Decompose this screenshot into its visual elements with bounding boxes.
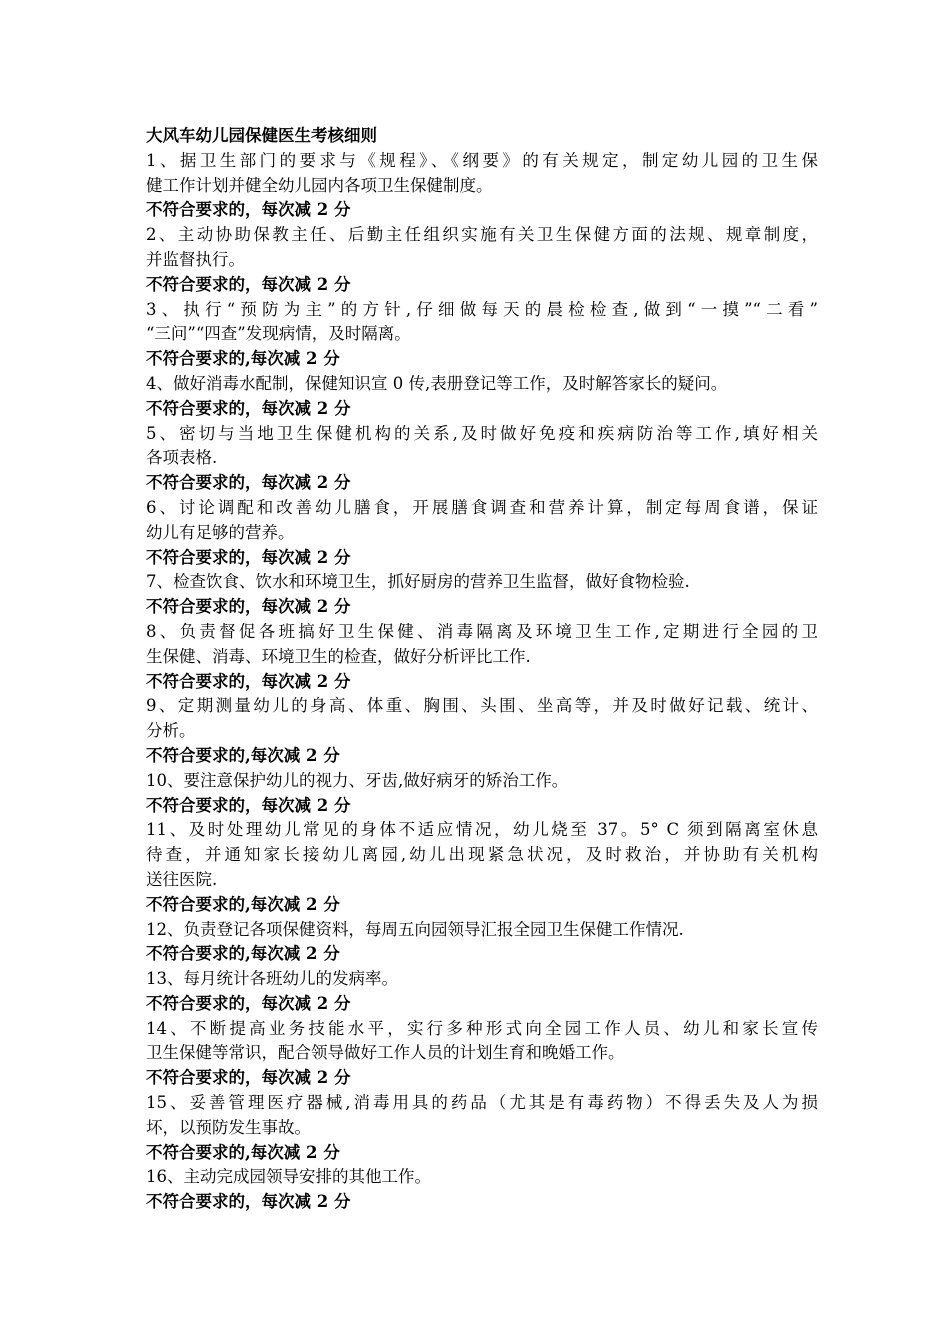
rule-item: [146, 1165, 818, 1215]
rule-item: [146, 620, 818, 694]
penalty-line: 不符合要求的,每次减 2 分: [146, 944, 340, 964]
penalty-line: 不符合要求的,每次减 2 分: [146, 349, 340, 369]
penalty-line: 不符合要求的，每次减 2 分: [146, 671, 351, 691]
rule-list: [146, 149, 818, 1215]
penalty-line: 不符合要求的,每次减 2 分: [146, 1142, 340, 1162]
rule-text-line: 12、负责登记各项保健资料，每周五向园领导汇报全园卫生保健工作情况.: [146, 919, 684, 939]
penalty-line: 不符合要求的,每次减 2 分: [146, 745, 340, 765]
rule-text-line: 15、妥善管理医疗器械,消毒用具的药品（尤其是有毒药物）不得丢失及人为损: [146, 1093, 818, 1113]
rule-text-line: 11、及时处理幼儿常见的身体不适应情况，幼儿烧至 37。5° C 须到隔离室休息: [146, 820, 818, 840]
rule-item: [146, 570, 818, 620]
rule-text-line: 16、主动完成园领导安排的其他工作。: [146, 1167, 431, 1187]
rule-text-line: 分析。: [146, 721, 196, 741]
rule-text-line: 幼儿有足够的营养。: [146, 522, 295, 542]
rule-item: [146, 149, 818, 223]
penalty-line: 不符合要求的，每次减 2 分: [146, 547, 351, 567]
rule-item: [146, 1091, 818, 1165]
rule-item: [146, 694, 818, 768]
document-title: 大风车幼儿园保健医生考核细则: [146, 126, 377, 145]
rule-item: [146, 496, 818, 570]
rule-text-line: 14、不断提高业务技能水平，实行多种形式向全园工作人员、幼儿和家长宣传: [146, 1018, 818, 1038]
penalty-line: 不符合要求的，每次减 2 分: [146, 1192, 351, 1212]
penalty-line: 不符合要求的，每次减 2 分: [146, 795, 351, 815]
rule-text-line: 8、负责督促各班搞好卫生保健、消毒隔离及环境卫生工作,定期进行全园的卫: [146, 621, 818, 641]
rule-text-line: 生保健、消毒、环境卫生的检查，做好分析评比工作.: [146, 646, 531, 666]
rule-text-line: 卫生保健等常识，配合领导做好工作人员的计划生育和晚婚工作。: [146, 1043, 625, 1063]
rule-text-line: “三问”“四查”发现病情，及时隔离。: [146, 324, 411, 344]
rule-text-line: 3、执行“预防为主”的方针,仔细做每天的晨检检查,做到“一摸”“二看”: [146, 299, 818, 319]
rule-item: [146, 422, 818, 496]
document-page: [146, 124, 818, 1215]
rule-text-line: 9、定期测量幼儿的身高、体重、胸围、头围、坐高等，并及时做好记载、统计、: [146, 696, 818, 716]
rule-text-line: 4、做好消毒水配制，保健知识宣 0 传,表册登记等工作，及时解答家长的疑问。: [146, 373, 728, 393]
rule-text-line: 5、密切与当地卫生保健机构的关系,及时做好免疫和疾病防治等工作,填好相关: [146, 423, 818, 443]
rule-text-line: 各项表格.: [146, 448, 218, 468]
rule-item: [146, 818, 818, 917]
rule-text-line: 送往医院.: [146, 869, 218, 889]
rule-text-line: 待查，并通知家长接幼儿离园,幼儿出现紧急状况，及时救治，并协助有关机构: [146, 845, 818, 865]
rule-item: [146, 372, 818, 422]
penalty-line: 不符合要求的，每次减 2 分: [146, 200, 351, 220]
rule-text-line: 2、主动协助保教主任、后勤主任组织实施有关卫生保健方面的法规、规章制度，: [146, 225, 818, 245]
rule-item: [146, 298, 818, 372]
rule-text-line: 坏，以预防发生事故。: [146, 1117, 311, 1137]
rule-item: [146, 1017, 818, 1091]
penalty-line: 不符合要求的,每次减 2 分: [146, 894, 340, 914]
penalty-line: 不符合要求的，每次减 2 分: [146, 274, 351, 294]
rule-text-line: 7、检查饮食、饮水和环境卫生，抓好厨房的营养卫生监督，做好食物检验.: [146, 572, 690, 592]
rule-item: [146, 223, 818, 297]
rule-item: [146, 769, 818, 819]
penalty-line: 不符合要求的，每次减 2 分: [146, 993, 351, 1013]
penalty-line: 不符合要求的，每次减 2 分: [146, 473, 351, 493]
rule-text-line: 1、据卫生部门的要求与《规程》、《纲要》的有关规定，制定幼儿园的卫生保: [146, 150, 818, 170]
rule-text-line: 并监督执行。: [146, 249, 245, 269]
penalty-line: 不符合要求的，每次减 2 分: [146, 398, 351, 418]
rule-item: [146, 918, 818, 968]
penalty-line: 不符合要求的，每次减 2 分: [146, 597, 351, 617]
rule-text-line: 健工作计划并健全幼儿园内各项卫生保健制度。: [146, 175, 493, 195]
rule-text-line: 13、每月统计各班幼儿的发病率。: [146, 969, 398, 989]
penalty-line: 不符合要求的，每次减 2 分: [146, 1068, 351, 1088]
rule-item: [146, 967, 818, 1017]
rule-text-line: 10、要注意保护幼儿的视力、牙齿,做好病牙的矫治工作。: [146, 770, 569, 790]
rule-text-line: 6、讨论调配和改善幼儿膳食，开展膳食调查和营养计算，制定每周食谱，保证: [146, 497, 818, 517]
